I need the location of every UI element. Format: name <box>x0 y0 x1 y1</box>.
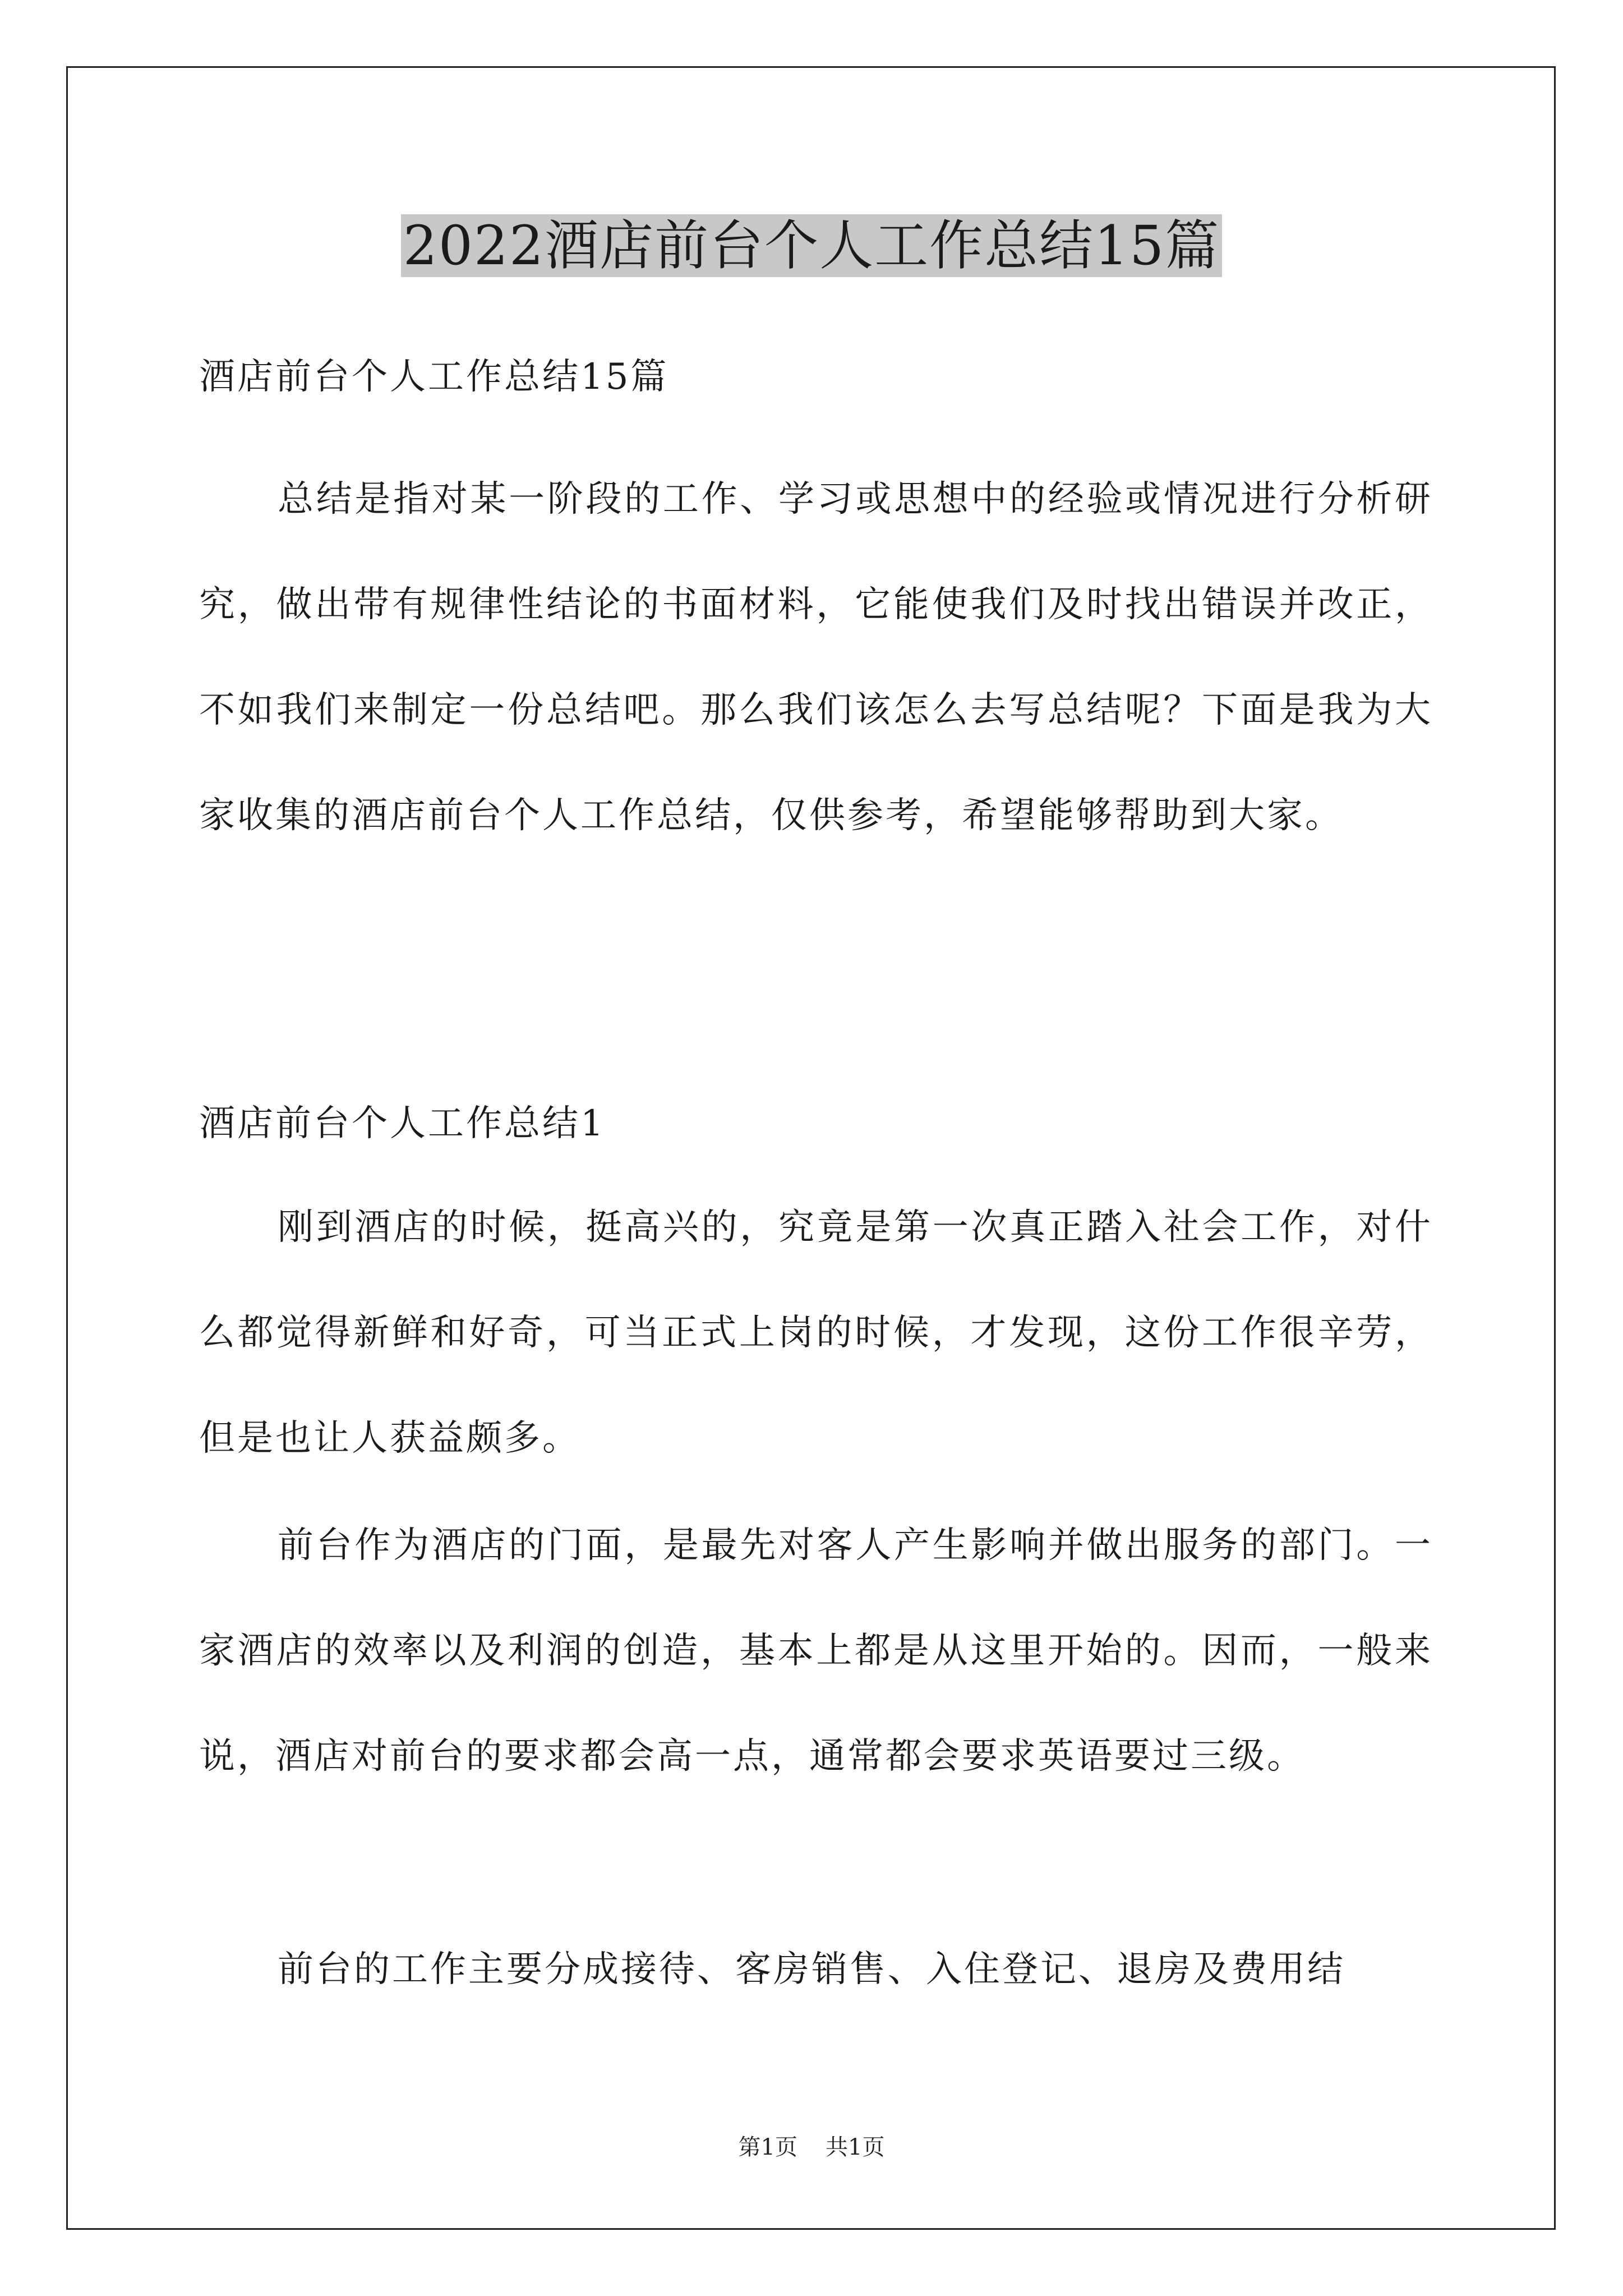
section-heading: 酒店前台个人工作总结1 <box>199 1103 606 1144</box>
page-footer <box>0 2131 1623 2164</box>
page-total: 共1页 <box>826 2134 885 2160</box>
body-paragraph-2: 前台作为酒店的门面，是最先对客人产生影响并做出服务的部门。一家酒店的效率以及利润的创造，基本上都是从这里开始的。因而，一般来说，酒店对前台的要求都会高一点，通常都会要求英语要过三级。 <box>199 1525 1433 1777</box>
document-title <box>0 206 1623 285</box>
document-heading: 酒店前台个人工作总结15篇 <box>199 356 669 398</box>
document-title-text: 2022酒店前台个人工作总结15篇 <box>401 214 1222 277</box>
page-number: 第1页 <box>738 2134 797 2160</box>
body-paragraph-1: 刚到酒店的时候，挺高兴的，究竟是第一次真正踏入社会工作，对什么都觉得新鲜和好奇，可当正式上岗的时候，才发现，这份工作很辛劳，但是也让人获益颇多。 <box>199 1207 1433 1459</box>
intro-paragraph: 总结是指对某一阶段的工作、学习或思想中的经验或情况进行分析研究，做出带有规律性结论的书面材料，它能使我们及时找出错误并改正，不如我们来制定一份总结吧。那么我们该怎么去写总结呢？下面是我为大家收集的酒店前台个人工作总结，仅供参考，希望能够帮助到大家。 <box>199 478 1433 836</box>
body-paragraph-3: 前台的工作主要分成接待、客房销售、入住登记、退房及费用结 <box>278 1949 1345 1990</box>
